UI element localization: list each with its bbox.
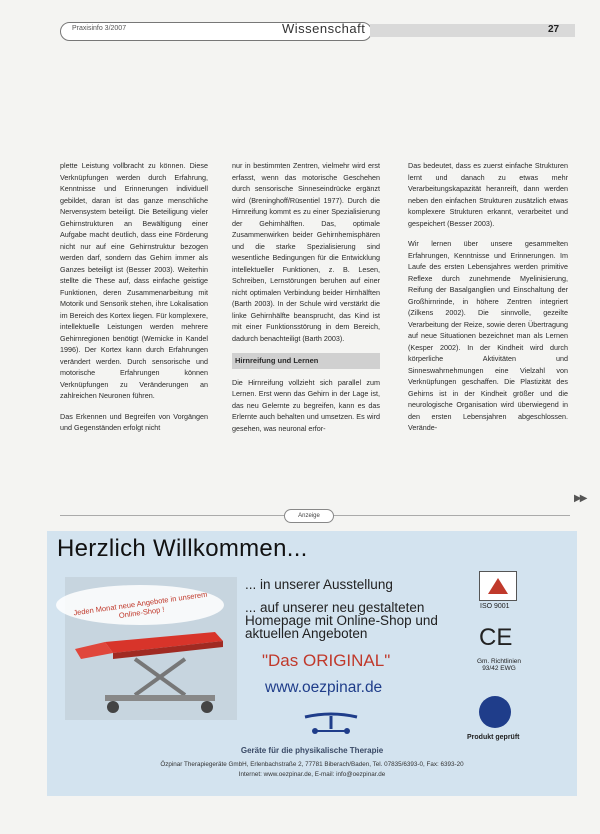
header-section: Wissenschaft	[282, 21, 366, 36]
tuv-seal-icon	[479, 696, 511, 728]
page-number: 27	[548, 24, 560, 35]
ad-tagline: Geräte für die physikalische Therapie	[240, 746, 384, 755]
anzeige-label: Anzeige	[284, 509, 334, 523]
ce-mark: CE	[479, 624, 513, 651]
header-bar	[370, 24, 575, 37]
article-column-1	[60, 160, 208, 443]
ad-line-homepage: ... auf unserer neu gestalteten Homepage mit Online-Shop und aktuellen Angeboten	[245, 600, 438, 641]
iso-label: ISO 9001	[480, 603, 510, 610]
ad-original: "Das ORIGINAL"	[262, 651, 391, 670]
table-logo-icon	[303, 711, 359, 737]
paragraph: plette Leistung vollbracht zu können. Diese Verknüpfungen werden durch Erfahrung, Kenntnisse und Erinnerungen individuell gebildet, daran ist das ganze menschliche Nervensystem beteiligt. Die Beteiligung vieler Gehirnstrukturen an Bewältigung einer Aufgabe macht deutlich, dass eine Förderung nicht nur auf eine Gehirnstruktur bezogen werden darf, sondern das Gehirn immer als Ganzes beteiligt ist (Besser 2003). Weiterhin stellte die These auf, dass einfache geistige Funktionen, deren Zusammenarbeitung mit Motorik und Sensorik stehen, ihre Lokalisation im Bereich des Kortex liegen. Für komplexere, intellektuelle Leistungen werden mehrere Gehirnregionen benötigt (Wernicke in Kandel 1996). Der Kortex kann durch Erfahrungen verändert werden. Durch sensorische und motorische Erfahrungen können Verknüpfungen zu Veränderungen an zahlreichen Neuronen führen.	[60, 161, 208, 400]
gm-label: Gm. Richtlinien 93/42 EWG	[476, 658, 522, 672]
article-column-3	[408, 160, 568, 443]
tuv-label: Produkt geprüft	[467, 734, 520, 741]
ad-contact: Internet: www.oezpinar.de, E-mail: info@oezpinar.de	[238, 771, 386, 778]
ad-address: Özpinar Therapiegeräte GmbH, Erlenbachstraße 2, 77781 Biberach/Baden, Tel. 07835/6393-0, Fax: 6393-20	[160, 761, 464, 768]
ad-url: www.oezpinar.de	[265, 679, 383, 696]
ad-line-exhibition: ... in unserer Ausstellung	[245, 577, 393, 592]
subheading: Hirnreifung und Lernen	[232, 353, 380, 369]
paragraph: Das Erkennen und Begreifen von Vorgängen und Gegenständen erfolgt nicht	[60, 411, 208, 432]
paragraph: nur in bestimmten Zentren, vielmehr wird erst erfasst, wenn das motorische Geschehen durch sensorische Sinneseindrücke ergänzt wird (Breninghoff/Rüsentiel 1977). Durch die Hirnreifung kommt es zu einer Spezialisierung der Gehirnhälften. Das, optimale Zusammenwirken beider Gehirnhemisphären und die starke Spezialisierung sind wesentliche Bedingungen für die Entwicklung intellektueller Funktionen, z. B. Lesen, Schreiben, Lernstörungen beruhen auf einer nicht optimalen Verbindung beider Hirnhälften (Barth 2003). In der Schule wird verstärkt die linke Gehirnhälfte beansprucht, das Kind ist mit einer Funktionsstörung in dem Bereich, dadurch benachteiligt (Barth 2003).	[232, 161, 380, 343]
paragraph: Das bedeutet, dass es zuerst einfache Strukturen lernt und danach zu etwas mehr Verarbeitungskapazität heranreift, dann werden neben den einfachen Strukturen zusätzlich etwas komplexere Strukturen erkannt, verarbeitet und gespeichert (Besser 2003).	[408, 161, 568, 228]
article-column-2	[232, 160, 380, 443]
promo-text: Jeden Monat neue Angebote in unserem Online-Shop !	[72, 589, 208, 621]
paragraph: Wir lernen über unsere gesammelten Erfahrungen, Kenntnisse und Erinnerungen. Im Laufe des ersten Lebensjahres werden primitive Reflexe durch zunehmende Myelinisierung, Reifung der Basalganglien und Einschaltung der Großhirnrinde, in höhere Zentren integriert (Zilkens 2002). Die sinnvolle, gezeilte Verarbeitung der Reize, sowie deren Übertragung auf neue Situationen bezeichnet man als Lernen (Kesper 2002). In der Kindheit wird durch körperliche Aktivitäten und Sinneswahrnehmungen eine Vielzahl von Verknüpfungen geschaffen. Die Plastizität des Gehirns ist in der Kindheit größer und die neurologische Organisation wird überwiegend in den ersten Lebensjahren abgeschlossen. Verände-	[408, 239, 568, 432]
iso-logo-icon	[479, 571, 517, 601]
ad-title: Herzlich Willkommen...	[57, 535, 308, 562]
advertisement	[47, 531, 577, 796]
header-issue: Praxisinfo 3/2007	[72, 25, 127, 32]
continue-arrows-icon: ▶▶	[574, 493, 586, 504]
paragraph: Die Hirnreifung vollzieht sich parallel zum Lernen. Erst wenn das Gehirn in der Lage ist, das neu Gelernte zu begreifen, kann es das Erlernte auch behalten und umsetzen. Es wird gesehen, was neuronal erfor-	[232, 377, 380, 433]
